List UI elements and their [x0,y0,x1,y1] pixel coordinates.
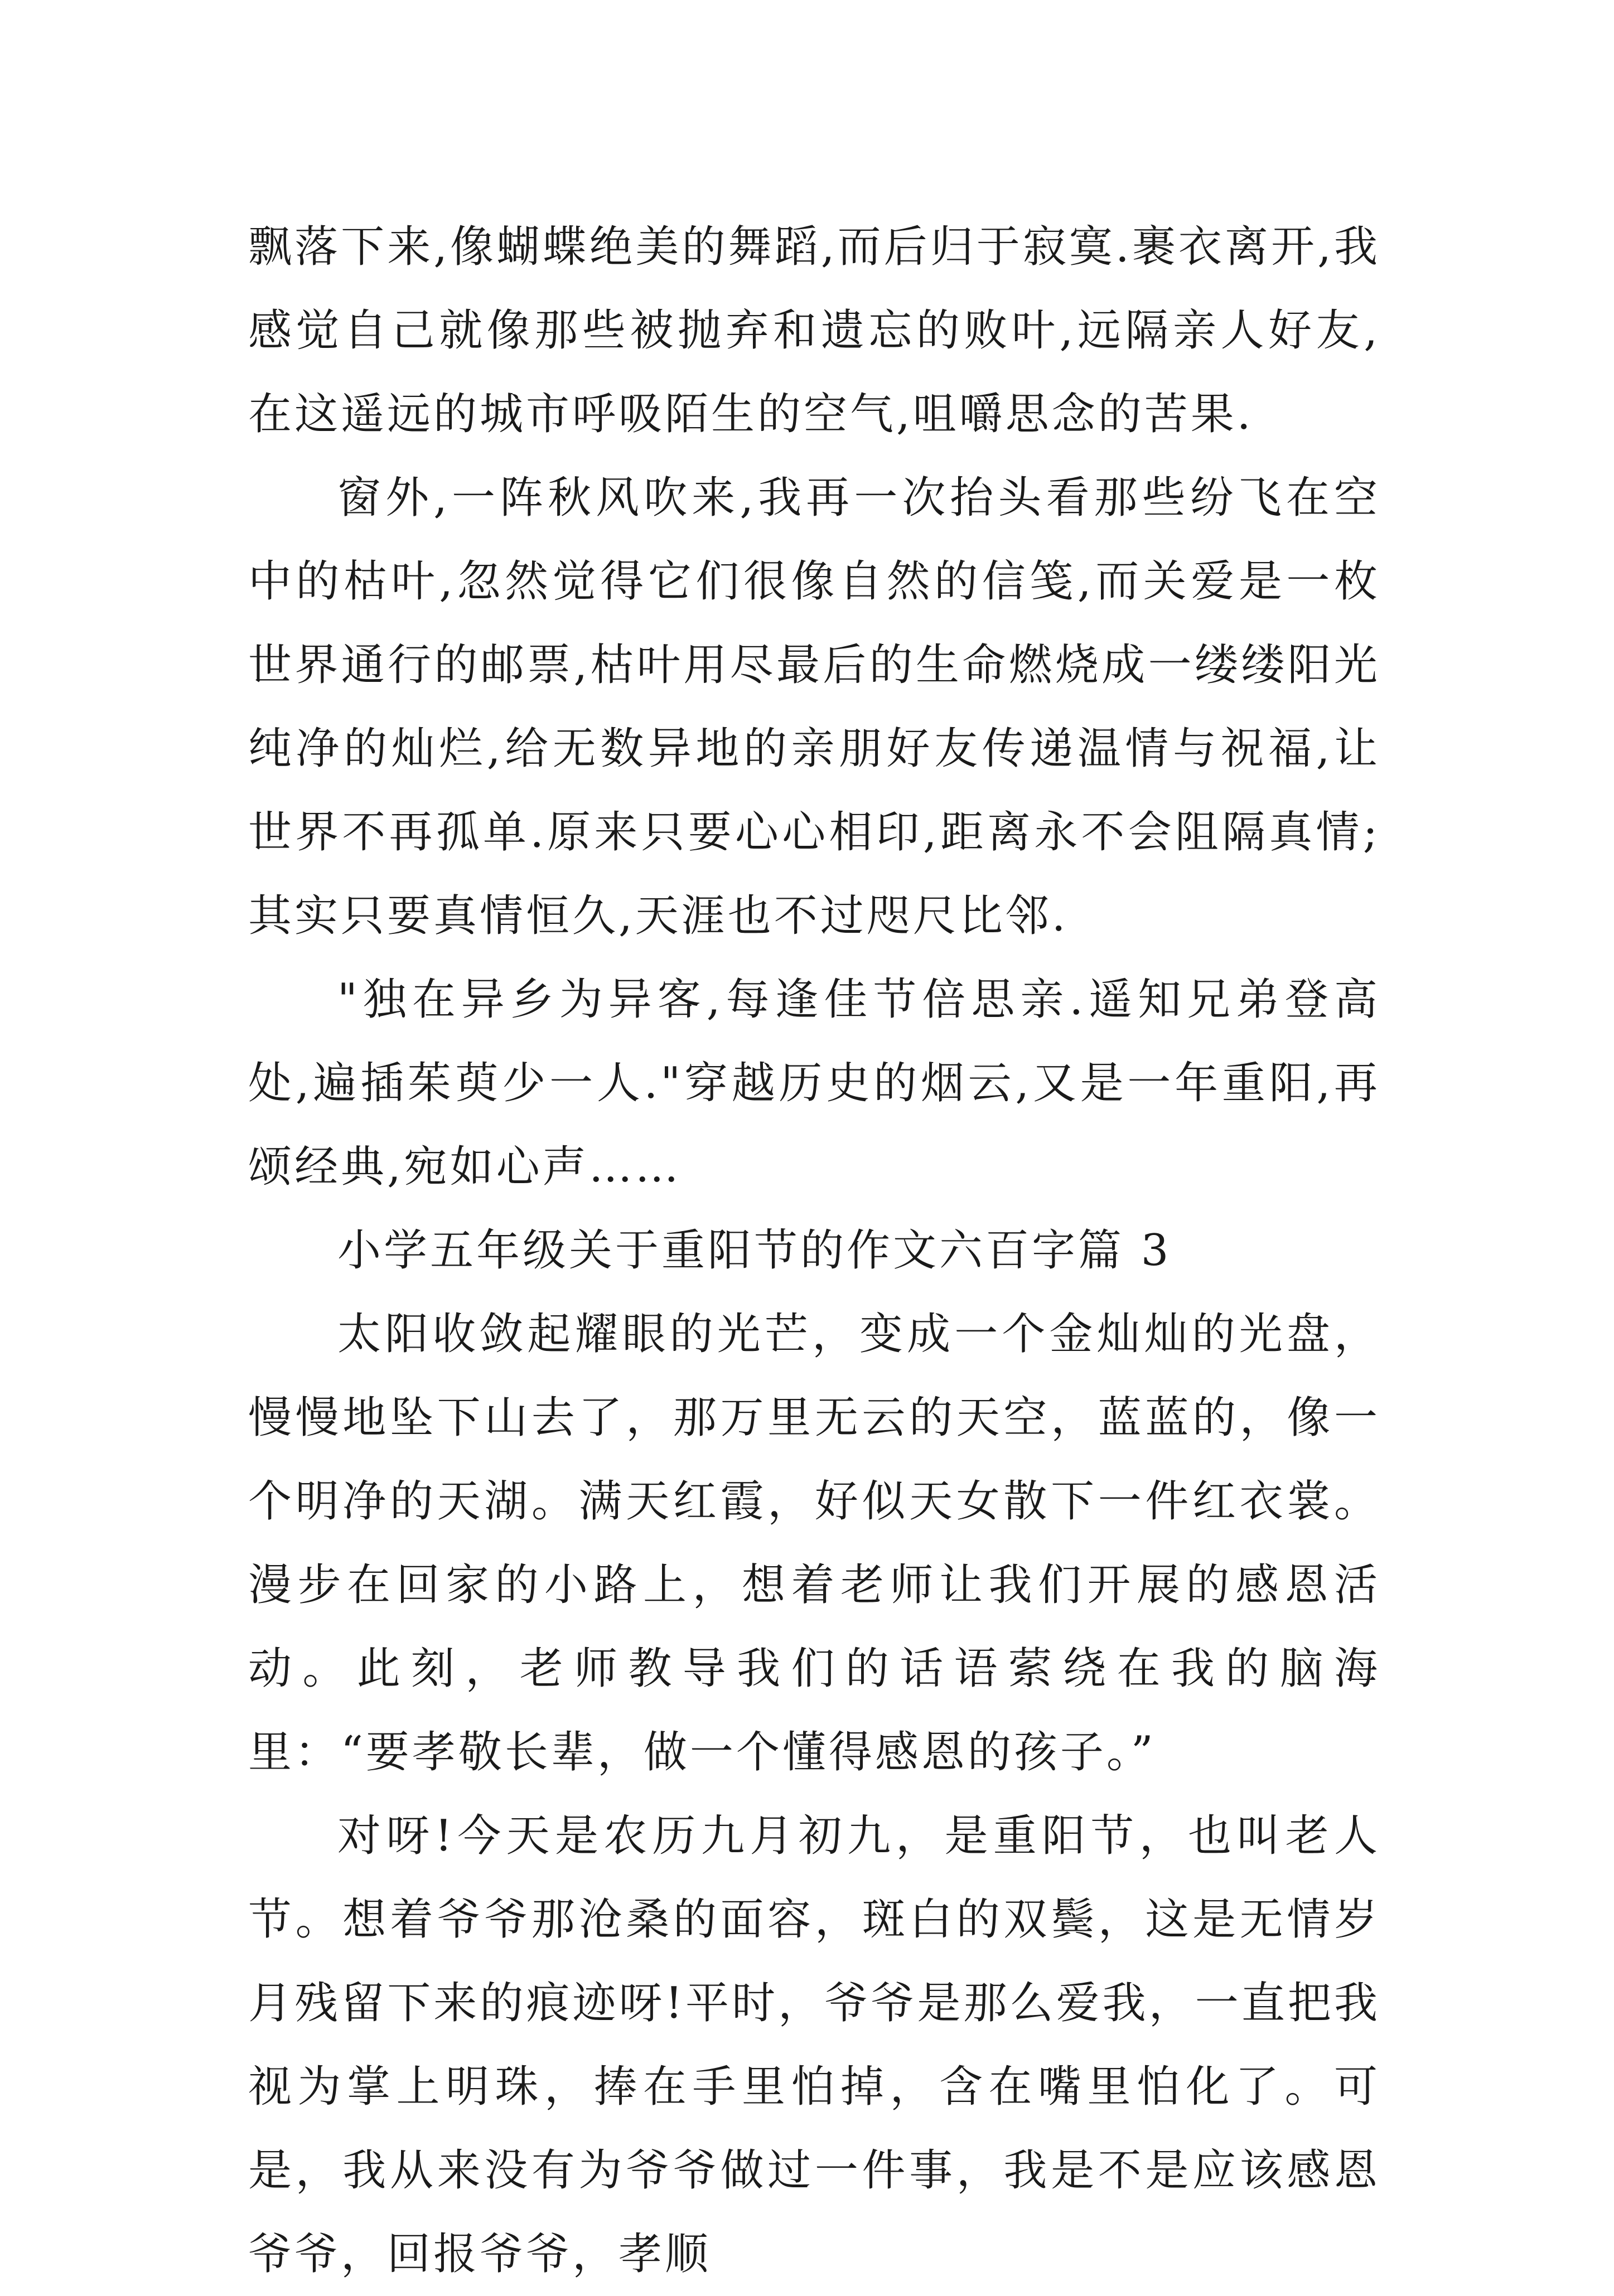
paragraph-3: "独在异乡为异客,每逢佳节倍思亲.遥知兄弟登高处,遍插茱萸少一人."穿越历史的烟云,又是一年重阳,再颂经典,宛如心声…… [248,975,1380,1192]
section-paragraph-1: 太阳收敛起耀眼的光芒，变成一个金灿灿的光盘，慢慢地坠下山去了，那万里无云的天空，蓝蓝的，像一个明净的天湖。满天红霞，好似天女散下一件红衣裳。漫步在回家的小路上，想着老师让我们开展的感恩活动。此刻，老师教导我们的话语萦绕在我的脑海里：“要孝敬长辈，做一个懂得感恩的孩子。” [248,1309,1380,1777]
section-paragraph-2: 对呀!今天是农历九月初九，是重阳节，也叫老人节。想着爷爷那沧桑的面容，斑白的双鬓，这是无情岁月残留下来的痕迹呀!平时，爷爷是那么爱我，一直把我视为掌上明珠，捧在手里怕掉，含在嘴里怕化了。可是，我从来没有为爷爷做过一件事，我是不是应该感恩爷爷，回报爷爷，孝顺 [248,1811,1380,2279]
paragraph-1: 飘落下来,像蝴蝶绝美的舞蹈,而后归于寂寞.裹衣离开,我感觉自己就像那些被抛弃和遗忘的败叶,远隔亲人好友,在这遥远的城市呼吸陌生的空气,咀嚼思念的苦果. [248,222,1380,439]
paragraph-2: 窗外,一阵秋风吹来,我再一次抬头看那些纷飞在空中的枯叶,忽然觉得它们很像自然的信笺,而关爱是一枚世界通行的邮票,枯叶用尽最后的生命燃烧成一缕缕阳光纯净的灿烂,给无数异地的亲朋好友传递温情与祝福,让世界不再孤单.原来只要心心相印,距离永不会阻隔真情;其实只要真情恒久,天涯也不过咫尺比邻. [248,473,1380,941]
document-body [248,205,1380,2296]
section-title: 小学五年级关于重阳节的作文六百字篇 3 [337,1225,1172,1276]
